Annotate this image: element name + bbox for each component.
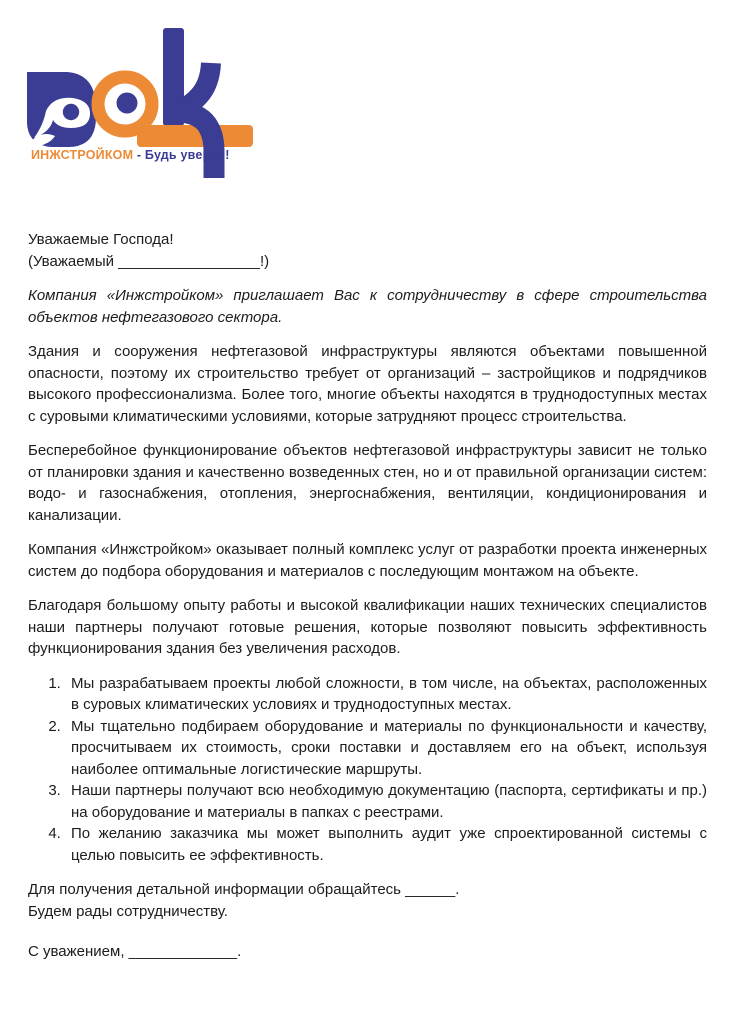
salutation	[28, 229, 707, 272]
company-logo	[25, 25, 255, 197]
benefits-list-item-1: 1. Мы разрабатываем проекты любой сложности, в том числе, на объектах, расположенных в суровых климатических условиях и труднодоступных местах.	[65, 673, 707, 716]
closing	[28, 879, 707, 922]
logo-letter-i	[27, 72, 96, 147]
isk-logo-icon	[25, 25, 255, 197]
closing-line-2: Будем рады сотрудничеству.	[28, 902, 228, 920]
body-paragraph-1: Здания и сооружения нефтегазовой инфраструктуры являются объектами повышенной опасности, поэтому их строительство требует от организаций – застройщиков и подрядчиков высокого профессионализма. Более того, многие объекты находятся в труднодоступных местах с суровыми климатическими условиями, которые затрудняют процесс строительства.	[28, 343, 707, 425]
letter-body	[28, 229, 707, 963]
benefits-list	[28, 673, 707, 867]
benefits-list-item-4: 4. По желанию заказчика мы может выполнить аудит уже спроектированной системы с целью повысить ее эффективность.	[65, 823, 707, 866]
signature-line: С уважением, _____________.	[28, 943, 242, 960]
logo-tagline	[31, 148, 231, 162]
body-paragraph-3: Компания «Инжстройком» оказывает полный комплекс услуг от разработки проекта инженерных систем до подбора оборудования и материалов с последующим монтажом на объекте.	[28, 541, 707, 580]
salutation-line-2: (Уважаемый _________________!)	[28, 252, 270, 270]
body-paragraph-2: Бесперебойное функционирование объектов нефтегазовой инфраструктуры зависит не только от планировки здания и качественно возведенных стен, но и от правильной организации систем: водо- и газоснабжения, отопления, энергоснабжения, вентиляции, кондиционирования и канализации.	[28, 442, 707, 524]
benefits-list-item-3: 3. Наши партнеры получают всю необходимую документацию (паспорта, сертификаты и пр.) на оборудование и материалы в папках с реестрами.	[65, 780, 707, 823]
intro-paragraph: Компания «Инжстройком» приглашает Вас к сотрудничеству в сфере строительства объектов нефтегазового сектора.	[28, 287, 707, 326]
closing-line-1: Для получения детальной информации обращайтесь ______.	[28, 881, 460, 898]
tagline-brand: ИНЖСТРОЙКОМ	[31, 148, 134, 162]
salutation-line-1: Уважаемые Господа!	[28, 231, 174, 248]
benefits-list-item-2: 2. Мы тщательно подбираем оборудование и материалы по функциональности и качеству, просчитываем их стоимость, сроки поставки и доставляем его на объект, используя наиболее оптимальные логистические маршруты.	[65, 716, 707, 781]
body-paragraph-4: Благодаря большому опыту работы и высокой квалификации наших технических специалистов наши партнеры получают готовые решения, которые позволяют повысить эффективность функционирования здания без увеличения расходов.	[28, 597, 707, 657]
tagline-slogan: - Будь уверен!	[136, 148, 230, 162]
logo-letter-k-bar	[163, 28, 184, 126]
